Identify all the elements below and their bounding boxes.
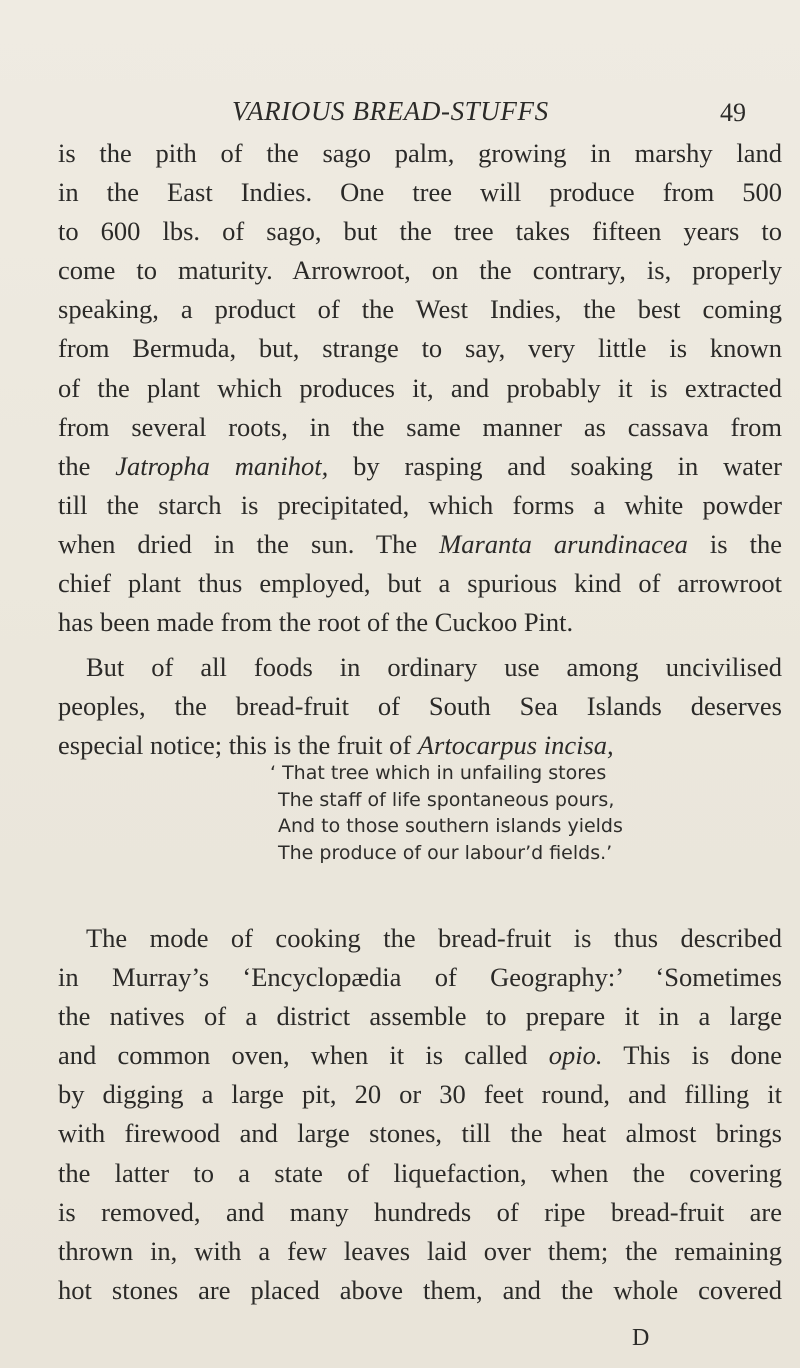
text-line: hot stones are placed above them, and the whole covered xyxy=(58,1274,782,1305)
text-line: from Bermuda, but, strange to say, very little is known xyxy=(58,333,782,364)
text-line: is the pith of the sago palm, growing in marshy land xyxy=(58,138,782,168)
text-run: is the xyxy=(687,528,782,559)
text-line: come to maturity. Arrowroot, on the contrary, is, properly xyxy=(58,255,782,286)
page-number: 49 xyxy=(720,98,746,127)
species-name-artocarpus: Artocarpus incisa, xyxy=(417,730,614,761)
paragraph-cooking-method xyxy=(58,919,782,1310)
text-line xyxy=(58,447,782,486)
text-line: in the East Indies. One tree will produce from 500 xyxy=(58,177,782,208)
paragraph-sago-arrowroot xyxy=(58,134,782,642)
text-run: and common oven, when it is called xyxy=(58,1040,549,1071)
text-line: But of all foods in ordinary use among uncivilised xyxy=(86,652,782,682)
text-line: peoples, the bread-fruit of South Sea Islands deserves xyxy=(58,691,782,722)
text-line: to 600 lbs. of sago, but the tree takes fifteen years to xyxy=(58,216,782,247)
text-line: thrown in, with a few leaves laid over them; the remaining xyxy=(58,1235,782,1266)
text-line: The mode of cooking the bread-fruit is thus described xyxy=(86,923,782,953)
text-run: especial notice; this is the fruit of xyxy=(58,730,418,761)
text-run: the xyxy=(58,450,116,481)
verse-line: The produce of our labour’d fields.’ xyxy=(278,841,613,864)
paragraph-bread-fruit xyxy=(58,648,782,765)
text-line: speaking, a product of the West Indies, the best coming xyxy=(58,294,782,325)
text-line: the latter to a state of liquefaction, when the covering xyxy=(58,1157,782,1188)
species-name-maranta: Maranta arundinacea xyxy=(439,528,688,559)
verse-line: ‘ That tree which in unfailing stores xyxy=(270,762,607,784)
text-line: from several roots, in the same manner as cassava from xyxy=(58,411,782,442)
text-line: chief plant thus employed, but a spurious kind of arrowroot xyxy=(58,568,782,599)
text-line: is removed, and many hundreds of ripe bread-fruit are xyxy=(58,1196,782,1227)
text-line: in Murray’s ‘Encyclopædia of Geography:’ ‘Sometimes xyxy=(58,962,782,993)
text-line: till the starch is precipitated, which forms a white powder xyxy=(58,489,782,520)
text-run: when dried in the sun. The xyxy=(58,528,440,559)
signature-mark: D xyxy=(632,1325,650,1351)
text-line: the natives of a district assemble to prepare it in a large xyxy=(58,1001,782,1032)
text-line: by digging a large pit, 20 or 30 feet round, and filling it xyxy=(58,1079,782,1110)
text-line xyxy=(58,1036,782,1075)
text-run: by rasping and soaking in water xyxy=(328,450,782,481)
text-run: This is done xyxy=(602,1040,782,1071)
text-line: of the plant which produces it, and probably it is extracted xyxy=(58,372,782,403)
verse-quotation xyxy=(270,760,623,866)
text-line: has been made from the root of the Cuckoo Pint. xyxy=(58,607,574,638)
running-title: VARIOUS BREAD-STUFFS xyxy=(232,96,549,126)
species-name-jatropha: Jatropha manihot, xyxy=(115,450,329,481)
verse-line: And to those southern islands yields xyxy=(278,815,623,837)
text-line xyxy=(58,525,782,564)
term-opio: opio. xyxy=(548,1040,603,1071)
text-line: with firewood and large stones, till the heat almost brings xyxy=(58,1118,782,1149)
verse-line: The staff of life spontaneous pours, xyxy=(278,788,615,811)
